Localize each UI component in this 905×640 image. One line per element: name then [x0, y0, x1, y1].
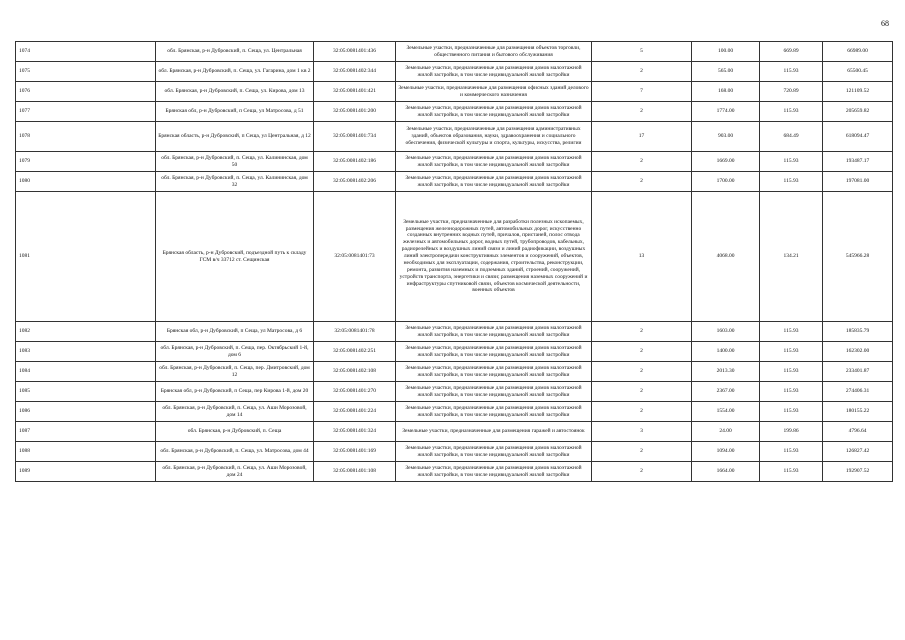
- land-use-cell: Земельные участки, предназначенные для размещения домов малоэтажной жилой застройки, в том числе индивидуальной жилой застройки: [396, 152, 592, 172]
- rate-cell: 115.93: [760, 342, 823, 362]
- land-use-cell: Земельные участки, предназначенные для размещения гаражей и автостоянок: [396, 422, 592, 442]
- address-cell: обл. Брянская, р-н Дубровский, п. Сеща, ул. Калининская, дом 32: [156, 172, 314, 192]
- group-cell: 2: [592, 382, 692, 402]
- group-cell: 3: [592, 422, 692, 442]
- cadastral-value-cell: 274406.31: [823, 382, 893, 402]
- group-cell: 2: [592, 102, 692, 122]
- row-number: 1084: [16, 362, 156, 382]
- group-cell: 13: [592, 192, 692, 322]
- cadastral-number-cell: 32:05:0081401:436: [314, 42, 396, 62]
- row-number: 1080: [16, 172, 156, 192]
- cadastral-value-cell: 126827.42: [823, 442, 893, 462]
- group-cell: 17: [592, 122, 692, 152]
- land-use-cell: Земельные участки, предназначенные для размещения домов малоэтажной жилой застройки, в том числе индивидуальной жилой застройки: [396, 362, 592, 382]
- row-number: 1089: [16, 462, 156, 482]
- area-cell: 24.00: [692, 422, 760, 442]
- rate-cell: 115.93: [760, 442, 823, 462]
- land-use-cell: Земельные участки, предназначенные для размещения домов малоэтажной жилой застройки, в том числе индивидуальной жилой застройки: [396, 442, 592, 462]
- row-number: 1081: [16, 192, 156, 322]
- address-cell: Брянская область, р-н Дубровский, подъездной путь к складу ГСМ в/ч 33712 ст. Сещинская: [156, 192, 314, 322]
- cadastral-number-cell: 32:05:0081401:324: [314, 422, 396, 442]
- land-use-cell: Земельные участки, предназначенные для размещения домов малоэтажной жилой застройки, в том числе индивидуальной жилой застройки: [396, 402, 592, 422]
- group-cell: 2: [592, 462, 692, 482]
- area-cell: 1774.00: [692, 102, 760, 122]
- table-row: [16, 42, 893, 62]
- area-cell: 168.00: [692, 82, 760, 102]
- rate-cell: 115.93: [760, 362, 823, 382]
- table-row: [16, 102, 893, 122]
- cadastral-number-cell: 32:05:0081402:186: [314, 152, 396, 172]
- group-cell: 7: [592, 82, 692, 102]
- address-cell: обл. Брянская, р-н Дубровский, п. Сеща: [156, 422, 314, 442]
- address-cell: Брянская обл, р-н Дубровский, п Сеща, ул Матросова, д 51: [156, 102, 314, 122]
- row-number: 1078: [16, 122, 156, 152]
- group-cell: 2: [592, 362, 692, 382]
- row-number: 1086: [16, 402, 156, 422]
- land-use-cell: Земельные участки, предназначенные для размещения домов малоэтажной жилой застройки, в том числе индивидуальной жилой застройки: [396, 382, 592, 402]
- cadastral-number-cell: 32:05:0081401:73: [314, 192, 396, 322]
- table-row: [16, 192, 893, 322]
- land-use-cell: Земельные участки, предназначенные для размещения объектов торговли, общественного питания и бытового обслуживания: [396, 42, 592, 62]
- cadastral-value-cell: 180155.22: [823, 402, 893, 422]
- row-number: 1075: [16, 62, 156, 82]
- rate-cell: 115.93: [760, 102, 823, 122]
- cadastral-value-cell: 185835.79: [823, 322, 893, 342]
- cadastral-value-cell: 4796.64: [823, 422, 893, 442]
- group-cell: 2: [592, 152, 692, 172]
- cadastral-value-cell: 192907.52: [823, 462, 893, 482]
- rate-cell: 115.93: [760, 462, 823, 482]
- cadastral-number-cell: 32:05:0081401:78: [314, 322, 396, 342]
- group-cell: 2: [592, 62, 692, 82]
- rate-cell: 115.93: [760, 382, 823, 402]
- address-cell: обл. Брянская, р-н Дубровский, п. Сеща, ул. Кирова, дом 13: [156, 82, 314, 102]
- table-row: [16, 322, 893, 342]
- cadastral-value-cell: 233401.87: [823, 362, 893, 382]
- cadastral-number-cell: 32:05:0081401:169: [314, 442, 396, 462]
- address-cell: обл. Брянская, р-н Дубровский, п. Сеща, ул. Матросова, дом 44: [156, 442, 314, 462]
- area-cell: 4068.00: [692, 192, 760, 322]
- cadastral-value-cell: 121109.52: [823, 82, 893, 102]
- cadastral-value-cell: 205659.82: [823, 102, 893, 122]
- rate-cell: 199.86: [760, 422, 823, 442]
- land-use-cell: Земельные участки, предназначенные для размещения домов малоэтажной жилой застройки, в том числе индивидуальной жилой застройки: [396, 62, 592, 82]
- land-use-cell: Земельные участки, предназначенные для разработки полезных ископаемых, размещения железнодорожных путей, автомобильных дорог, искусственно созданных внутренних водных путей, причалов, пристаней, полос отвода железных и автомобильных дорог, водных путей, трубопроводов, кабельных, радиорелейных и воздушных линий связи и линий радиофикации, воздушных линий электропередачи конструктивных элементов и сооружений, объектов, необходимых для эксплуатации, содержания, строительства, реконструкции, ремонта, развития наземных и подземных зданий, строений, сооружений, устройств транспорта, энергетики и связи; размещения наземных сооружений и инфраструктуры спутниковой связи, объектов космической деятельности, военных объектов: [396, 192, 592, 322]
- table-row: [16, 152, 893, 172]
- address-cell: Брянская обл, р-н Дубровский, п Сеща, ул Матросова, д 6: [156, 322, 314, 342]
- cadastral-value-table: [15, 41, 893, 482]
- table-row: [16, 362, 893, 382]
- rate-cell: 115.93: [760, 62, 823, 82]
- cadastral-value-cell: 545966.28: [823, 192, 893, 322]
- cadastral-number-cell: 32:05:0081402:206: [314, 172, 396, 192]
- row-number: 1082: [16, 322, 156, 342]
- rate-cell: 134.21: [760, 192, 823, 322]
- cadastral-number-cell: 32:05:0081401:734: [314, 122, 396, 152]
- address-cell: Брянская обл, р-н Дубровский, п Сеща, пер Кирова 1-й, дом 20: [156, 382, 314, 402]
- address-cell: Брянская область, р-н Дубровский, п Сеща, ул Центральная, д 12: [156, 122, 314, 152]
- cadastral-value-cell: 162302.00: [823, 342, 893, 362]
- rate-cell: 720.89: [760, 82, 823, 102]
- table-row: [16, 122, 893, 152]
- land-use-cell: Земельные участки, предназначенные для размещения домов малоэтажной жилой застройки, в том числе индивидуальной жилой застройки: [396, 342, 592, 362]
- cadastral-number-cell: 32:05:0081402:344: [314, 62, 396, 82]
- group-cell: 5: [592, 42, 692, 62]
- area-cell: 1669.00: [692, 152, 760, 172]
- table-row: [16, 462, 893, 482]
- rate-cell: 684.49: [760, 122, 823, 152]
- cadastral-number-cell: 32:05:0081401:108: [314, 462, 396, 482]
- page-number: 68: [881, 19, 889, 28]
- table-row: [16, 172, 893, 192]
- group-cell: 2: [592, 342, 692, 362]
- cadastral-number-cell: 32:05:0081402:251: [314, 342, 396, 362]
- row-number: 1077: [16, 102, 156, 122]
- area-cell: 1554.00: [692, 402, 760, 422]
- area-cell: 2367.00: [692, 382, 760, 402]
- table-row: [16, 442, 893, 462]
- table-row: [16, 422, 893, 442]
- cadastral-value-cell: 65500.45: [823, 62, 893, 82]
- area-cell: 903.00: [692, 122, 760, 152]
- table-row: [16, 342, 893, 362]
- cadastral-number-cell: 32:05:0081402:108: [314, 362, 396, 382]
- table-row: [16, 382, 893, 402]
- area-cell: 1094.00: [692, 442, 760, 462]
- area-cell: 2013.30: [692, 362, 760, 382]
- row-number: 1079: [16, 152, 156, 172]
- rate-cell: 115.93: [760, 172, 823, 192]
- rate-cell: 115.93: [760, 322, 823, 342]
- address-cell: обл. Брянская, р-н Дубровский, п. Сеща, ул. Аши Морозовой, дом 14: [156, 402, 314, 422]
- row-number: 1083: [16, 342, 156, 362]
- land-use-cell: Земельные участки, предназначенные для размещения домов малоэтажной жилой застройки, в том числе индивидуальной жилой застройки: [396, 462, 592, 482]
- area-cell: 565.00: [692, 62, 760, 82]
- row-number: 1087: [16, 422, 156, 442]
- address-cell: обл. Брянская, р-н Дубровский, п. Сеща, ул. Калининская, дом 50: [156, 152, 314, 172]
- row-number: 1085: [16, 382, 156, 402]
- table-row: [16, 62, 893, 82]
- cadastral-number-cell: 32:05:0081401:270: [314, 382, 396, 402]
- table-row: [16, 82, 893, 102]
- group-cell: 2: [592, 322, 692, 342]
- land-use-cell: Земельные участки, предназначенные для размещения домов малоэтажной жилой застройки, в том числе индивидуальной жилой застройки: [396, 172, 592, 192]
- rate-cell: 115.93: [760, 402, 823, 422]
- table-row: [16, 402, 893, 422]
- cadastral-number-cell: 32:05:0081401:200: [314, 102, 396, 122]
- cadastral-number-cell: 32:05:0081401:421: [314, 82, 396, 102]
- cadastral-value-cell: 618094.47: [823, 122, 893, 152]
- address-cell: обл. Брянская, р-н Дубровский, п. Сеща, пер. Октябрьский 1-й, дом 6: [156, 342, 314, 362]
- land-use-cell: Земельные участки, предназначенные для размещения домов малоэтажной жилой застройки, в том числе индивидуальной жилой застройки: [396, 322, 592, 342]
- cadastral-number-cell: 32:05:0081401:224: [314, 402, 396, 422]
- cadastral-value-cell: 66989.00: [823, 42, 893, 62]
- group-cell: 2: [592, 402, 692, 422]
- area-cell: 1700.00: [692, 172, 760, 192]
- rate-cell: 115.93: [760, 152, 823, 172]
- address-cell: обл. Брянская, р-н Дубровский, п. Сеща, пер. Дмитровский, дом 12: [156, 362, 314, 382]
- land-use-cell: Земельные участки, предназначенные для размещения домов малоэтажной жилой застройки, в том числе индивидуальной жилой застройки: [396, 102, 592, 122]
- cadastral-value-cell: 193487.17: [823, 152, 893, 172]
- area-cell: 100.00: [692, 42, 760, 62]
- group-cell: 2: [592, 442, 692, 462]
- group-cell: 2: [592, 172, 692, 192]
- cadastral-value-cell: 197081.00: [823, 172, 893, 192]
- rate-cell: 669.89: [760, 42, 823, 62]
- row-number: 1074: [16, 42, 156, 62]
- area-cell: 1400.00: [692, 342, 760, 362]
- address-cell: обл. Брянская, р-н Дубровский, п. Сеща, ул. Гагарина, дом 1 кв 2: [156, 62, 314, 82]
- row-number: 1076: [16, 82, 156, 102]
- row-number: 1088: [16, 442, 156, 462]
- area-cell: 1603.00: [692, 322, 760, 342]
- land-use-cell: Земельные участки, предназначенные для размещения офисных зданий делового и коммерческого назначения: [396, 82, 592, 102]
- land-use-cell: Земельные участки, предназначенные для размещения административных зданий, объектов образования, науки, здравоохранения и социального обеспечения, физической культуры и спорта, культуры, искусства, религии: [396, 122, 592, 152]
- area-cell: 1664.00: [692, 462, 760, 482]
- address-cell: обл. Брянская, р-н Дубровский, п. Сеща, ул. Аши Морозовой, дом 24: [156, 462, 314, 482]
- address-cell: обл. Брянская, р-н Дубровский, п. Сеща, ул. Центральная: [156, 42, 314, 62]
